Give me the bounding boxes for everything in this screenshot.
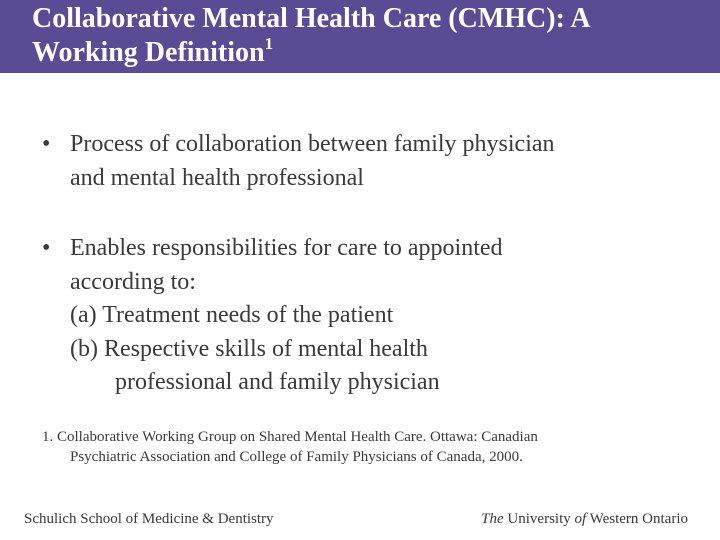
- footer-university-word: University: [503, 511, 575, 527]
- footer-university-the: The: [481, 511, 504, 527]
- bullet-2-line-1: Enables responsibilities for care to appointed: [70, 235, 503, 261]
- title-footnote-marker: 1: [264, 34, 274, 53]
- footer-university-rest: Western Ontario: [586, 511, 688, 527]
- bullet-item-2: [0, 232, 720, 400]
- slide-title-text: Working Definition: [32, 37, 265, 68]
- footer-university-name: [481, 510, 688, 528]
- bullet-dot: •: [42, 131, 51, 157]
- bullet-dot: •: [42, 235, 51, 261]
- bullet-1-line-1: Process of collaboration between family physician: [70, 131, 555, 157]
- bullet-2-line-3: (a) Treatment needs of the patient: [70, 302, 394, 328]
- slide-title-line-1: Collaborative Mental Health Care (CMHC): A: [32, 3, 591, 34]
- footer-university-of: of: [574, 511, 587, 527]
- footnote-line-2: Psychiatric Association and College of Family Physicians of Canada, 2000.: [70, 449, 523, 465]
- footer-school-name: Schulich School of Medicine & Dentistry: [24, 511, 274, 527]
- bullet-1-line-2: and mental health professional: [70, 164, 364, 191]
- bullet-2-line-4: (b) Respective skills of mental health: [70, 335, 428, 362]
- title-bar: [0, 0, 720, 73]
- footnote: [0, 427, 720, 467]
- bullet-item-1: [0, 128, 720, 195]
- bullet-2-line-2: according to:: [70, 268, 196, 295]
- footnote-line-1: 1. Collaborative Working Group on Shared Mental Health Care. Ottawa: Canadian: [42, 429, 538, 445]
- bullet-2-line-5: professional and family physician: [115, 369, 440, 395]
- slide-title-line-2: [32, 36, 720, 70]
